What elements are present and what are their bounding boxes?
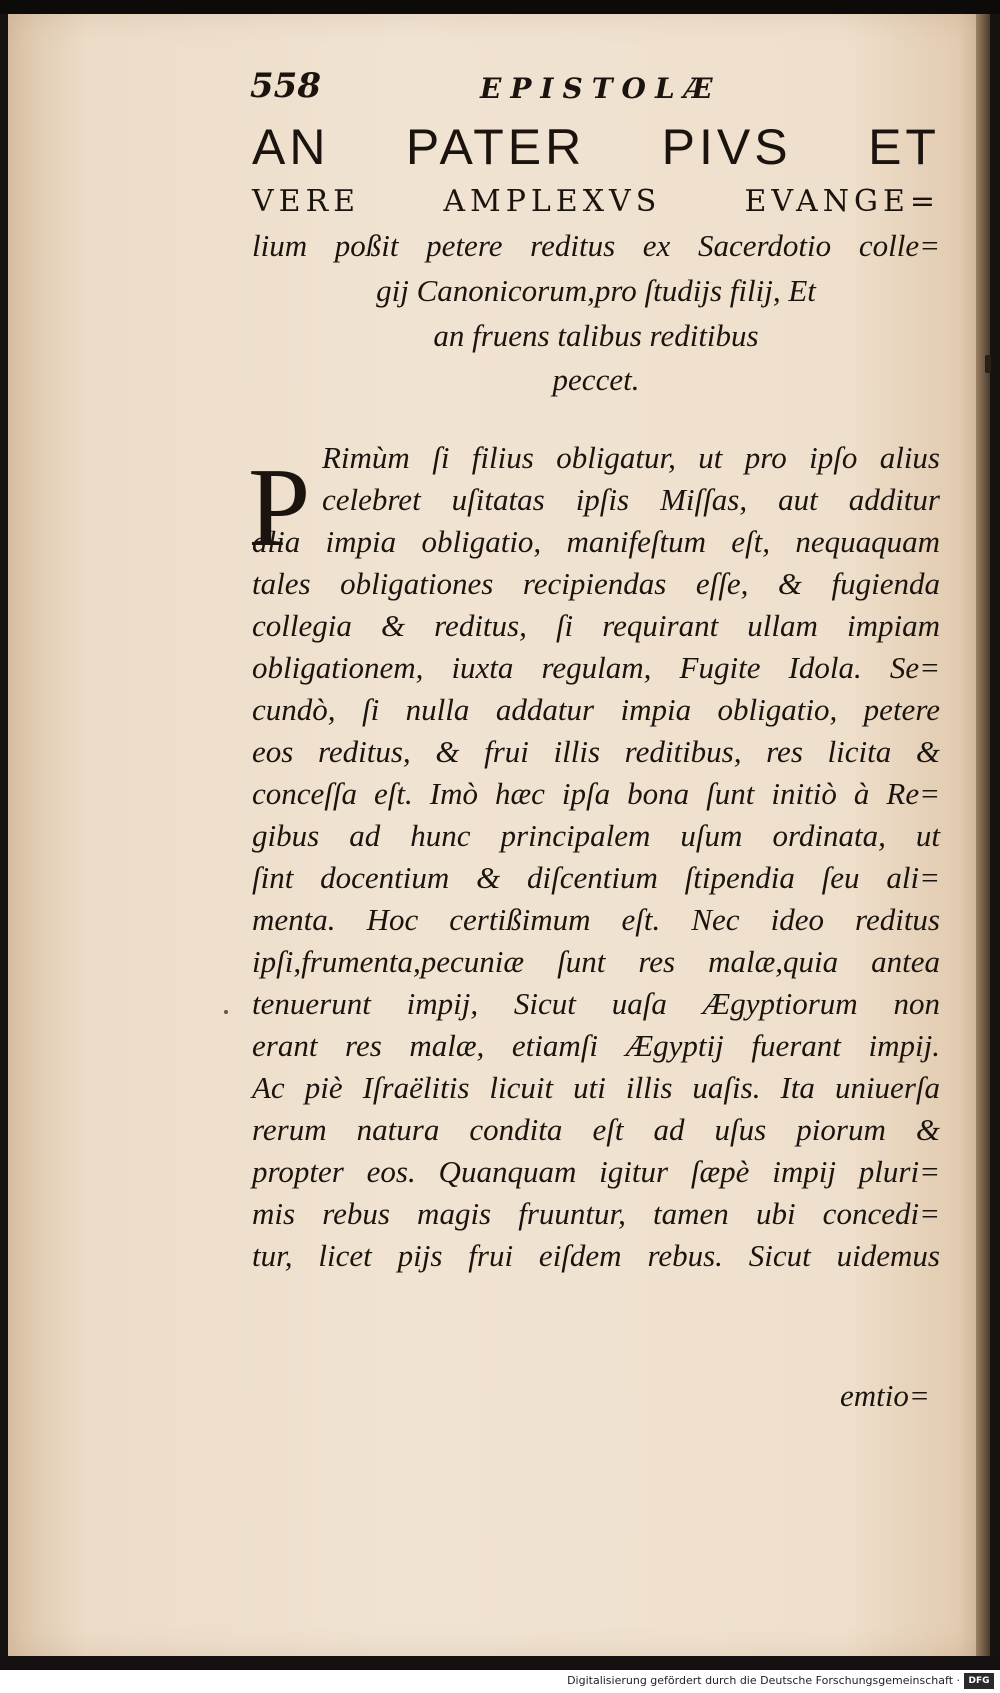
heading-italic-line: gij Canonicorum,pro ſtudijs filij, Et <box>376 273 816 308</box>
body-text-line: obligationem, iuxta regulam, Fugite Idola. Se= <box>252 650 940 685</box>
page-number: 558 <box>250 66 321 106</box>
body-text-line: eos reditus, & frui illis reditibus, res licita & <box>252 734 940 769</box>
heading-word: AMPLEXVS <box>443 184 662 219</box>
funding-notice: Digitalisierung gefördert durch die Deutsche Forschungsgemeinschaft · <box>567 1674 960 1687</box>
body-text-line: alia impia obligatio, manifeſtum eſt, nequaquam <box>252 524 940 559</box>
body-text-line: erant res malæ, etiamſi Ægyptij fuerant impij. <box>252 1028 940 1063</box>
body-text-line: gibus ad hunc principalem uſum ordinata, ut <box>252 818 940 853</box>
body-text-line: Ac piè Iſraëlitis licuit uti illis uaſis. Ita uniuerſa <box>252 1070 940 1105</box>
body-text-line: rerum natura condita eſt ad uſus piorum & <box>252 1112 940 1147</box>
body-text-line: celebret uſitatas ipſis Miſſas, aut additur <box>322 482 940 517</box>
heading-word: AN <box>252 119 330 175</box>
page-right-edge <box>976 14 990 1656</box>
heading-capitals-line-2 <box>252 184 940 219</box>
body-text-line: ipſi,frumenta,pecuniæ ſunt res malæ,quia antea <box>252 944 940 979</box>
heading-italic-line: peccet. <box>552 362 640 397</box>
running-title: EPISTOLÆ <box>480 72 722 105</box>
body-text-line: collegia & reditus, ſi requirant ullam impiam <box>252 608 940 643</box>
body-text-line: tenuerunt impij, Sicut uaſa Ægyptiorum non <box>252 986 940 1021</box>
scan-top-edge <box>0 0 1000 14</box>
body-text-line: cundò, ſi nulla addatur impia obligatio, petere <box>252 692 940 727</box>
heading-word: PIVS <box>661 119 792 175</box>
running-head <box>250 66 940 106</box>
body-text-line: menta. Hoc certißimum eſt. Nec ideo reditus <box>252 902 940 937</box>
heading-word: ET <box>868 119 940 175</box>
scan-bottom-edge <box>0 1656 1000 1670</box>
heading-word: EVANGE= <box>744 184 940 219</box>
dfg-logo: DFG <box>964 1673 994 1689</box>
body-text-line: tales obligationes recipiendas eſſe, & fugienda <box>252 566 940 601</box>
heading-word: VERE <box>252 184 361 219</box>
heading-italic-line: an fruens talibus reditibus <box>433 318 759 353</box>
heading-word: PATER <box>405 119 586 175</box>
digitization-footer <box>0 1670 1000 1693</box>
drop-cap: P <box>248 446 311 570</box>
body-text-line: Rimùm ſi filius obligatur, ut pro ipſo alius <box>322 440 940 475</box>
paper-speck <box>224 1010 228 1014</box>
heading-italic-line: lium poßit petere reditus ex Sacerdotio colle= <box>252 228 940 263</box>
body-text-line: tur, licet pijs frui eiſdem rebus. Sicut uidemus <box>252 1238 940 1273</box>
body-text-line: conceſſa eſt. Imò hæc ipſa bona ſunt initiò à Re= <box>252 776 940 811</box>
heading-capitals-line-1 <box>252 118 940 176</box>
paper-speck <box>985 355 991 373</box>
body-text-line: propter eos. Quanquam igitur ſæpè impij pluri= <box>252 1154 940 1189</box>
catchword: emtio= <box>840 1378 930 1413</box>
body-text-line: mis rebus magis fruuntur, tamen ubi concedi= <box>252 1196 940 1231</box>
body-text-line: ſint docentium & diſcentium ſtipendia ſeu ali= <box>252 860 940 895</box>
